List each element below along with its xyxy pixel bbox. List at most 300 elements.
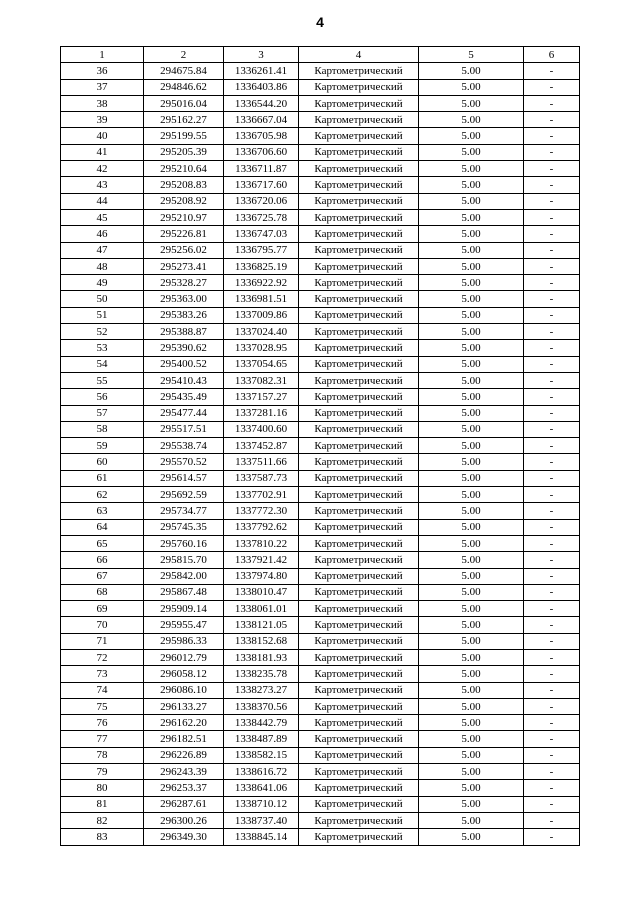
note-cell: - [524,324,580,340]
accuracy-cell: 5.00 [419,535,524,551]
method-cell: Картометрический [299,747,419,763]
method-cell: Картометрический [299,829,419,845]
method-cell: Картометрический [299,438,419,454]
table-row [61,454,580,470]
point-number-cell: 48 [61,258,144,274]
note-cell: - [524,307,580,323]
note-cell: - [524,454,580,470]
method-cell: Картометрический [299,144,419,160]
method-cell: Картометрический [299,617,419,633]
y-coordinate-cell: 1337400.60 [224,421,299,437]
table-row [61,649,580,665]
accuracy-cell: 5.00 [419,324,524,340]
y-coordinate-cell: 1338442.79 [224,715,299,731]
method-cell: Картометрический [299,470,419,486]
y-coordinate-cell: 1337054.65 [224,356,299,372]
note-cell: - [524,601,580,617]
accuracy-cell: 5.00 [419,715,524,731]
accuracy-cell: 5.00 [419,95,524,111]
point-number-cell: 71 [61,633,144,649]
point-number-cell: 41 [61,144,144,160]
note-cell: - [524,356,580,372]
note-cell: - [524,79,580,95]
accuracy-cell: 5.00 [419,601,524,617]
table-row [61,421,580,437]
table-row [61,161,580,177]
x-coordinate-cell: 295210.64 [144,161,224,177]
point-number-cell: 59 [61,438,144,454]
note-cell: - [524,63,580,79]
point-number-cell: 38 [61,95,144,111]
note-cell: - [524,340,580,356]
accuracy-cell: 5.00 [419,519,524,535]
y-coordinate-cell: 1336261.41 [224,63,299,79]
y-coordinate-cell: 1336667.04 [224,112,299,128]
note-cell: - [524,258,580,274]
note-cell: - [524,633,580,649]
x-coordinate-cell: 295226.81 [144,226,224,242]
method-cell: Картометрический [299,649,419,665]
method-cell: Картометрический [299,796,419,812]
y-coordinate-cell: 1337009.86 [224,307,299,323]
table-row [61,112,580,128]
note-cell: - [524,764,580,780]
table-row [61,503,580,519]
point-number-cell: 55 [61,372,144,388]
x-coordinate-cell: 295692.59 [144,487,224,503]
y-coordinate-cell: 1336747.03 [224,226,299,242]
table-row [61,601,580,617]
note-cell: - [524,584,580,600]
accuracy-cell: 5.00 [419,161,524,177]
note-cell: - [524,161,580,177]
y-coordinate-cell: 1338235.78 [224,666,299,682]
y-coordinate-cell: 1336795.77 [224,242,299,258]
x-coordinate-cell: 296253.37 [144,780,224,796]
note-cell: - [524,747,580,763]
note-cell: - [524,682,580,698]
x-coordinate-cell: 295208.83 [144,177,224,193]
table-row [61,242,580,258]
x-coordinate-cell: 295745.35 [144,519,224,535]
y-coordinate-cell: 1338845.14 [224,829,299,845]
y-coordinate-cell: 1338582.15 [224,747,299,763]
note-cell: - [524,535,580,551]
point-number-cell: 58 [61,421,144,437]
accuracy-cell: 5.00 [419,275,524,291]
method-cell: Картометрический [299,63,419,79]
y-coordinate-cell: 1337028.95 [224,340,299,356]
method-cell: Картометрический [299,95,419,111]
accuracy-cell: 5.00 [419,584,524,600]
table-row [61,796,580,812]
y-coordinate-cell: 1338370.56 [224,698,299,714]
accuracy-cell: 5.00 [419,193,524,209]
y-coordinate-cell: 1338616.72 [224,764,299,780]
x-coordinate-cell: 295388.87 [144,324,224,340]
point-number-cell: 49 [61,275,144,291]
method-cell: Картометрический [299,307,419,323]
method-cell: Картометрический [299,193,419,209]
note-cell: - [524,649,580,665]
note-cell: - [524,177,580,193]
x-coordinate-cell: 295986.33 [144,633,224,649]
y-coordinate-cell: 1338061.01 [224,601,299,617]
table-row [61,275,580,291]
column-header: 2 [144,47,224,63]
point-number-cell: 82 [61,812,144,828]
point-number-cell: 57 [61,405,144,421]
y-coordinate-cell: 1337511.66 [224,454,299,470]
y-coordinate-cell: 1337810.22 [224,535,299,551]
y-coordinate-cell: 1338273.27 [224,682,299,698]
x-coordinate-cell: 295538.74 [144,438,224,454]
point-number-cell: 69 [61,601,144,617]
x-coordinate-cell: 295328.27 [144,275,224,291]
column-header: 6 [524,47,580,63]
point-number-cell: 76 [61,715,144,731]
table-row [61,209,580,225]
method-cell: Картометрический [299,568,419,584]
note-cell: - [524,470,580,486]
note-cell: - [524,144,580,160]
point-number-cell: 51 [61,307,144,323]
y-coordinate-cell: 1338181.93 [224,649,299,665]
x-coordinate-cell: 296012.79 [144,649,224,665]
method-cell: Картометрический [299,764,419,780]
point-number-cell: 66 [61,552,144,568]
accuracy-cell: 5.00 [419,698,524,714]
x-coordinate-cell: 296182.51 [144,731,224,747]
y-coordinate-cell: 1337024.40 [224,324,299,340]
table-row [61,682,580,698]
table-row [61,812,580,828]
accuracy-cell: 5.00 [419,356,524,372]
y-coordinate-cell: 1337157.27 [224,389,299,405]
note-cell: - [524,112,580,128]
note-cell: - [524,796,580,812]
x-coordinate-cell: 295256.02 [144,242,224,258]
table-row [61,470,580,486]
table-row [61,177,580,193]
y-coordinate-cell: 1337974.80 [224,568,299,584]
point-number-cell: 37 [61,79,144,95]
y-coordinate-cell: 1336705.98 [224,128,299,144]
accuracy-cell: 5.00 [419,438,524,454]
note-cell: - [524,731,580,747]
table-row [61,291,580,307]
y-coordinate-cell: 1336544.20 [224,95,299,111]
note-cell: - [524,552,580,568]
x-coordinate-cell: 295363.00 [144,291,224,307]
accuracy-cell: 5.00 [419,780,524,796]
note-cell: - [524,519,580,535]
x-coordinate-cell: 295273.41 [144,258,224,274]
method-cell: Картометрический [299,780,419,796]
accuracy-cell: 5.00 [419,682,524,698]
method-cell: Картометрический [299,633,419,649]
point-number-cell: 44 [61,193,144,209]
y-coordinate-cell: 1338710.12 [224,796,299,812]
point-number-cell: 60 [61,454,144,470]
note-cell: - [524,568,580,584]
table-row [61,389,580,405]
table-row [61,780,580,796]
y-coordinate-cell: 1337772.30 [224,503,299,519]
point-number-cell: 47 [61,242,144,258]
x-coordinate-cell: 296300.26 [144,812,224,828]
y-coordinate-cell: 1336717.60 [224,177,299,193]
method-cell: Картометрический [299,258,419,274]
method-cell: Картометрический [299,291,419,307]
y-coordinate-cell: 1336720.06 [224,193,299,209]
table-row [61,764,580,780]
accuracy-cell: 5.00 [419,112,524,128]
accuracy-cell: 5.00 [419,128,524,144]
note-cell: - [524,95,580,111]
accuracy-cell: 5.00 [419,764,524,780]
x-coordinate-cell: 295734.77 [144,503,224,519]
note-cell: - [524,780,580,796]
table-row [61,829,580,845]
method-cell: Картометрический [299,275,419,291]
x-coordinate-cell: 296349.30 [144,829,224,845]
point-number-cell: 36 [61,63,144,79]
accuracy-cell: 5.00 [419,747,524,763]
point-number-cell: 81 [61,796,144,812]
note-cell: - [524,372,580,388]
x-coordinate-cell: 295570.52 [144,454,224,470]
table-row [61,95,580,111]
note-cell: - [524,698,580,714]
y-coordinate-cell: 1338641.06 [224,780,299,796]
x-coordinate-cell: 295909.14 [144,601,224,617]
x-coordinate-cell: 295477.44 [144,405,224,421]
note-cell: - [524,405,580,421]
table-row [61,747,580,763]
method-cell: Картометрический [299,552,419,568]
table-row [61,715,580,731]
accuracy-cell: 5.00 [419,649,524,665]
method-cell: Картометрический [299,584,419,600]
table-row [61,633,580,649]
note-cell: - [524,291,580,307]
accuracy-cell: 5.00 [419,503,524,519]
point-number-cell: 77 [61,731,144,747]
point-number-cell: 68 [61,584,144,600]
accuracy-cell: 5.00 [419,617,524,633]
x-coordinate-cell: 294675.84 [144,63,224,79]
x-coordinate-cell: 295016.04 [144,95,224,111]
point-number-cell: 56 [61,389,144,405]
method-cell: Картометрический [299,535,419,551]
x-coordinate-cell: 295614.57 [144,470,224,486]
x-coordinate-cell: 295410.43 [144,372,224,388]
x-coordinate-cell: 295517.51 [144,421,224,437]
y-coordinate-cell: 1338010.47 [224,584,299,600]
x-coordinate-cell: 296133.27 [144,698,224,714]
point-number-cell: 40 [61,128,144,144]
x-coordinate-cell: 295205.39 [144,144,224,160]
note-cell: - [524,389,580,405]
point-number-cell: 72 [61,649,144,665]
point-number-cell: 67 [61,568,144,584]
y-coordinate-cell: 1336725.78 [224,209,299,225]
method-cell: Картометрический [299,372,419,388]
x-coordinate-cell: 296162.20 [144,715,224,731]
x-coordinate-cell: 295208.92 [144,193,224,209]
note-cell: - [524,275,580,291]
point-number-cell: 45 [61,209,144,225]
method-cell: Картометрический [299,340,419,356]
note-cell: - [524,209,580,225]
x-coordinate-cell: 294846.62 [144,79,224,95]
note-cell: - [524,421,580,437]
table-row [61,193,580,209]
x-coordinate-cell: 296058.12 [144,666,224,682]
table-row [61,324,580,340]
method-cell: Картометрический [299,812,419,828]
accuracy-cell: 5.00 [419,812,524,828]
accuracy-cell: 5.00 [419,829,524,845]
point-number-cell: 83 [61,829,144,845]
y-coordinate-cell: 1338152.68 [224,633,299,649]
point-number-cell: 79 [61,764,144,780]
table-row [61,405,580,421]
y-coordinate-cell: 1336403.86 [224,79,299,95]
table-row [61,307,580,323]
point-number-cell: 52 [61,324,144,340]
method-cell: Картометрический [299,324,419,340]
accuracy-cell: 5.00 [419,796,524,812]
accuracy-cell: 5.00 [419,389,524,405]
y-coordinate-cell: 1337921.42 [224,552,299,568]
x-coordinate-cell: 296086.10 [144,682,224,698]
accuracy-cell: 5.00 [419,226,524,242]
x-coordinate-cell: 295390.62 [144,340,224,356]
accuracy-cell: 5.00 [419,633,524,649]
method-cell: Картометрический [299,454,419,470]
y-coordinate-cell: 1337082.31 [224,372,299,388]
y-coordinate-cell: 1336825.19 [224,258,299,274]
accuracy-cell: 5.00 [419,666,524,682]
method-cell: Картометрический [299,161,419,177]
accuracy-cell: 5.00 [419,307,524,323]
x-coordinate-cell: 295815.70 [144,552,224,568]
table-row [61,552,580,568]
note-cell: - [524,715,580,731]
point-number-cell: 63 [61,503,144,519]
table-row [61,535,580,551]
table-header-row [61,47,580,63]
table-row [61,584,580,600]
point-number-cell: 74 [61,682,144,698]
x-coordinate-cell: 295199.55 [144,128,224,144]
method-cell: Картометрический [299,601,419,617]
table-row [61,144,580,160]
x-coordinate-cell: 296287.61 [144,796,224,812]
x-coordinate-cell: 295400.52 [144,356,224,372]
method-cell: Картометрический [299,112,419,128]
table-row [61,356,580,372]
point-number-cell: 78 [61,747,144,763]
accuracy-cell: 5.00 [419,144,524,160]
y-coordinate-cell: 1336981.51 [224,291,299,307]
point-number-cell: 42 [61,161,144,177]
method-cell: Картометрический [299,421,419,437]
x-coordinate-cell: 295210.97 [144,209,224,225]
method-cell: Картометрический [299,242,419,258]
column-header: 1 [61,47,144,63]
method-cell: Картометрический [299,503,419,519]
method-cell: Картометрический [299,177,419,193]
point-number-cell: 53 [61,340,144,356]
y-coordinate-cell: 1338121.05 [224,617,299,633]
point-number-cell: 75 [61,698,144,714]
coordinates-table [60,46,580,846]
x-coordinate-cell: 295842.00 [144,568,224,584]
x-coordinate-cell: 296226.89 [144,747,224,763]
table-row [61,731,580,747]
point-number-cell: 73 [61,666,144,682]
note-cell: - [524,128,580,144]
accuracy-cell: 5.00 [419,209,524,225]
table-row [61,519,580,535]
note-cell: - [524,487,580,503]
note-cell: - [524,193,580,209]
method-cell: Картометрический [299,128,419,144]
point-number-cell: 62 [61,487,144,503]
table-row [61,617,580,633]
note-cell: - [524,812,580,828]
x-coordinate-cell: 295760.16 [144,535,224,551]
accuracy-cell: 5.00 [419,63,524,79]
note-cell: - [524,242,580,258]
y-coordinate-cell: 1337281.16 [224,405,299,421]
method-cell: Картометрический [299,356,419,372]
accuracy-cell: 5.00 [419,242,524,258]
accuracy-cell: 5.00 [419,421,524,437]
column-header: 4 [299,47,419,63]
note-cell: - [524,503,580,519]
point-number-cell: 64 [61,519,144,535]
table-row [61,128,580,144]
y-coordinate-cell: 1337792.62 [224,519,299,535]
y-coordinate-cell: 1338487.89 [224,731,299,747]
method-cell: Картометрический [299,389,419,405]
x-coordinate-cell: 296243.39 [144,764,224,780]
accuracy-cell: 5.00 [419,258,524,274]
y-coordinate-cell: 1336706.60 [224,144,299,160]
point-number-cell: 80 [61,780,144,796]
table-row [61,666,580,682]
table-row [61,79,580,95]
column-header: 3 [224,47,299,63]
point-number-cell: 43 [61,177,144,193]
method-cell: Картометрический [299,79,419,95]
accuracy-cell: 5.00 [419,552,524,568]
table-body [61,63,580,845]
table-row [61,568,580,584]
method-cell: Картометрический [299,226,419,242]
table-row [61,258,580,274]
method-cell: Картометрический [299,682,419,698]
note-cell: - [524,666,580,682]
accuracy-cell: 5.00 [419,340,524,356]
note-cell: - [524,829,580,845]
method-cell: Картометрический [299,519,419,535]
point-number-cell: 46 [61,226,144,242]
